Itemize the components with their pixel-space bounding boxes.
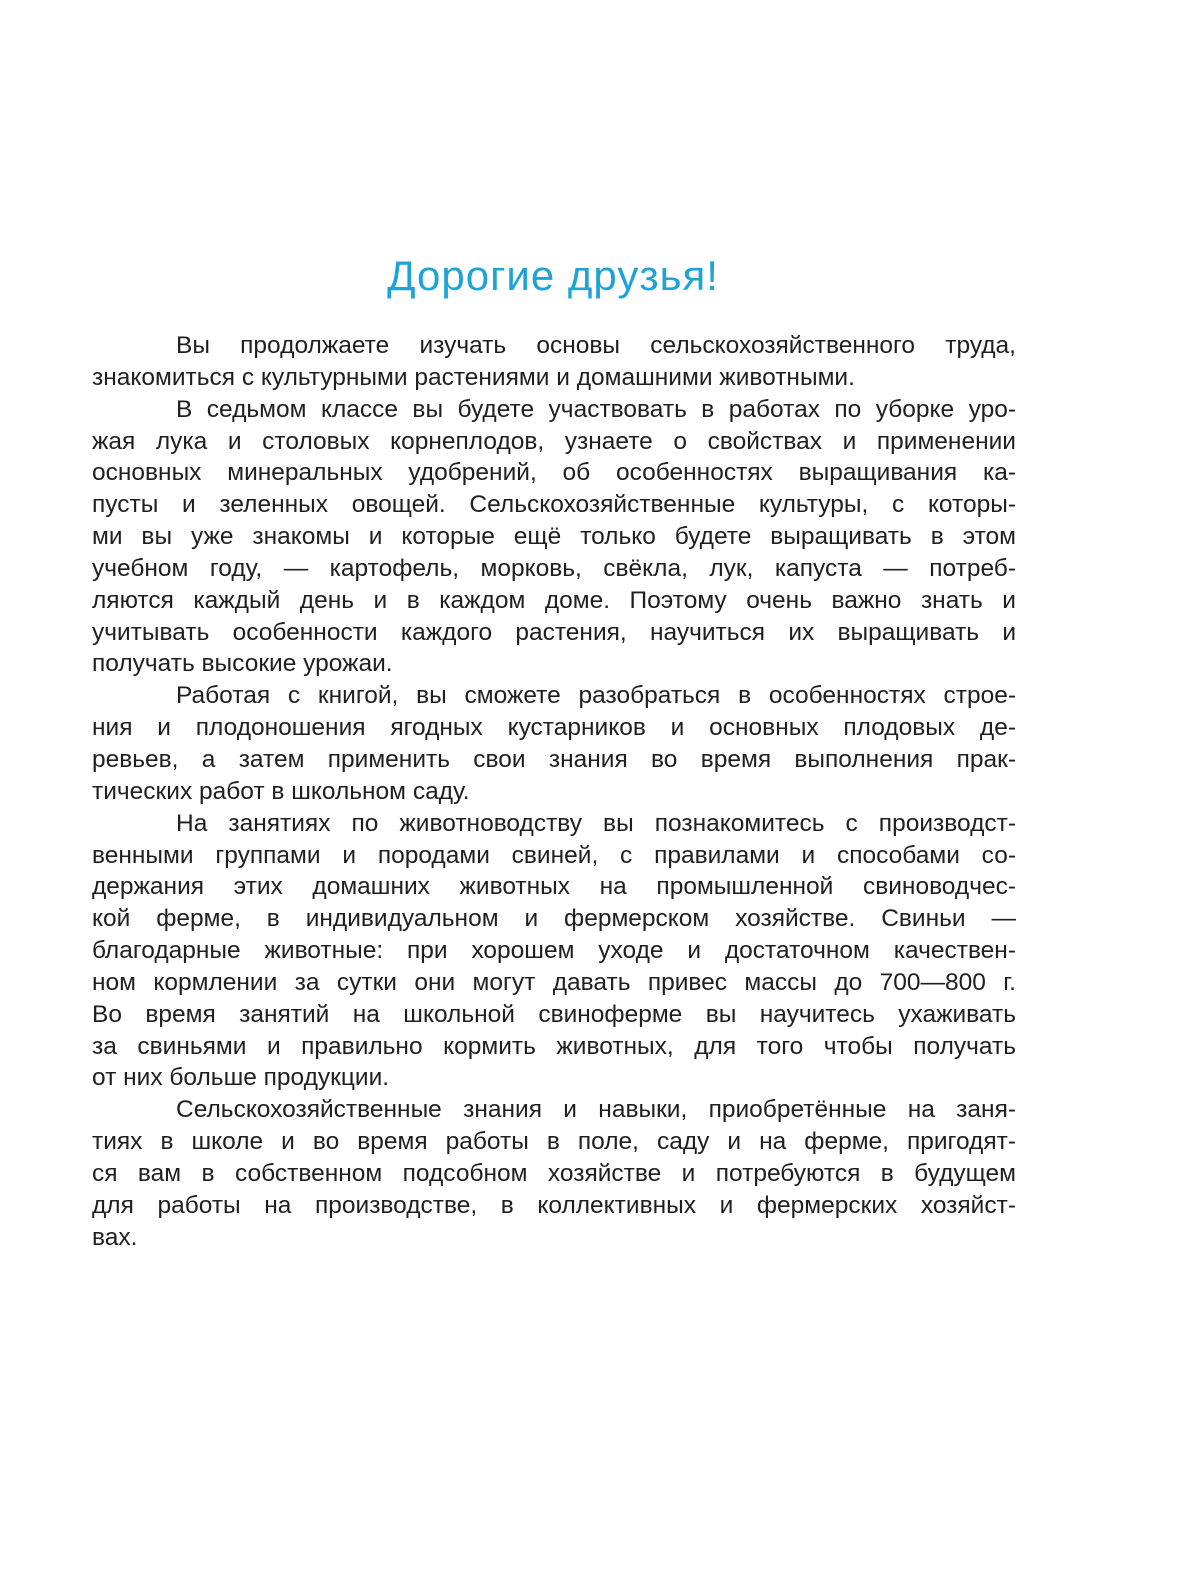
page-title: Дорогие друзья!	[387, 252, 719, 299]
text-line: для работы на производстве, в коллективных и фермерских хозяйст-	[92, 1191, 1016, 1219]
text-line: за свиньями и правильно кормить животных, для того чтобы получать	[92, 1032, 1016, 1060]
text-line: тических работ в школьном саду.	[92, 777, 470, 805]
text-line: ния и плодоношения ягодных кустарников и основных плодовых де-	[92, 714, 1016, 742]
text-line: ляются каждый день и в каждом доме. Поэтому очень важно знать и	[92, 586, 1016, 614]
text-line: учебном году, — картофель, морковь, свёкла, лук, капуста — потреб-	[92, 554, 1016, 582]
text-line: Во время занятий на школьной свиноферме вы научитесь ухаживать	[92, 1000, 1016, 1028]
text-line: получать высокие урожаи.	[92, 650, 393, 678]
paragraph	[92, 330, 1016, 394]
text-line: от них больше продукции.	[92, 1064, 390, 1092]
text-line: ся вам в собственном подсобном хозяйстве и потребуются в будущем	[92, 1159, 1016, 1187]
text-line: кой ферме, в индивидуальном и фермерском хозяйстве. Свиньи —	[92, 905, 1016, 933]
text-line: основных минеральных удобрений, об особенностях выращивания ка-	[92, 459, 1016, 487]
text-line: жая лука и столовых корнеплодов, узнаете о свойствах и применении	[92, 427, 1016, 455]
text-line: вах.	[92, 1223, 138, 1251]
text-line: Сельскохозяйственные знания и навыки, приобретённые на заня-	[176, 1096, 1016, 1124]
text-line: держания этих домашних животных на промышленной свиноводчес-	[92, 873, 1016, 901]
text-line: ном кормлении за сутки они могут давать привес массы до 700—800 г.	[92, 968, 1016, 996]
paragraph	[92, 1094, 1016, 1253]
paragraph	[92, 680, 1016, 807]
paragraph	[92, 808, 1016, 1095]
text-line: На занятиях по животноводству вы познакомитесь с производст-	[176, 809, 1016, 837]
text-line: В седьмом классе вы будете участвовать в работах по уборке уро-	[176, 395, 1016, 423]
introduction-text	[92, 330, 1016, 1253]
text-line: пусты и зеленных овощей. Сельскохозяйственные культуры, с которы-	[92, 491, 1016, 519]
paragraph	[92, 394, 1016, 681]
text-line: благодарные животные: при хорошем уходе и достаточном качествен-	[92, 937, 1016, 965]
text-line: венными группами и породами свиней, с правилами и способами со-	[92, 841, 1016, 869]
text-line: ревьев, а затем применить свои знания во время выполнения прак-	[92, 745, 1016, 773]
text-line: тиях в школе и во время работы в поле, саду и на ферме, пригодят-	[92, 1128, 1016, 1156]
text-line: знакомиться с культурными растениями и домашними животными.	[92, 363, 855, 391]
text-line: Вы продолжаете изучать основы сельскохозяйственного труда,	[176, 332, 1016, 359]
text-line: Работая с книгой, вы сможете разобраться в особенностях строе-	[176, 682, 1016, 710]
text-line: учитывать особенности каждого растения, научиться их выращивать и	[92, 618, 1016, 646]
text-line: ми вы уже знакомы и которые ещё только будете выращивать в этом	[92, 523, 1016, 551]
